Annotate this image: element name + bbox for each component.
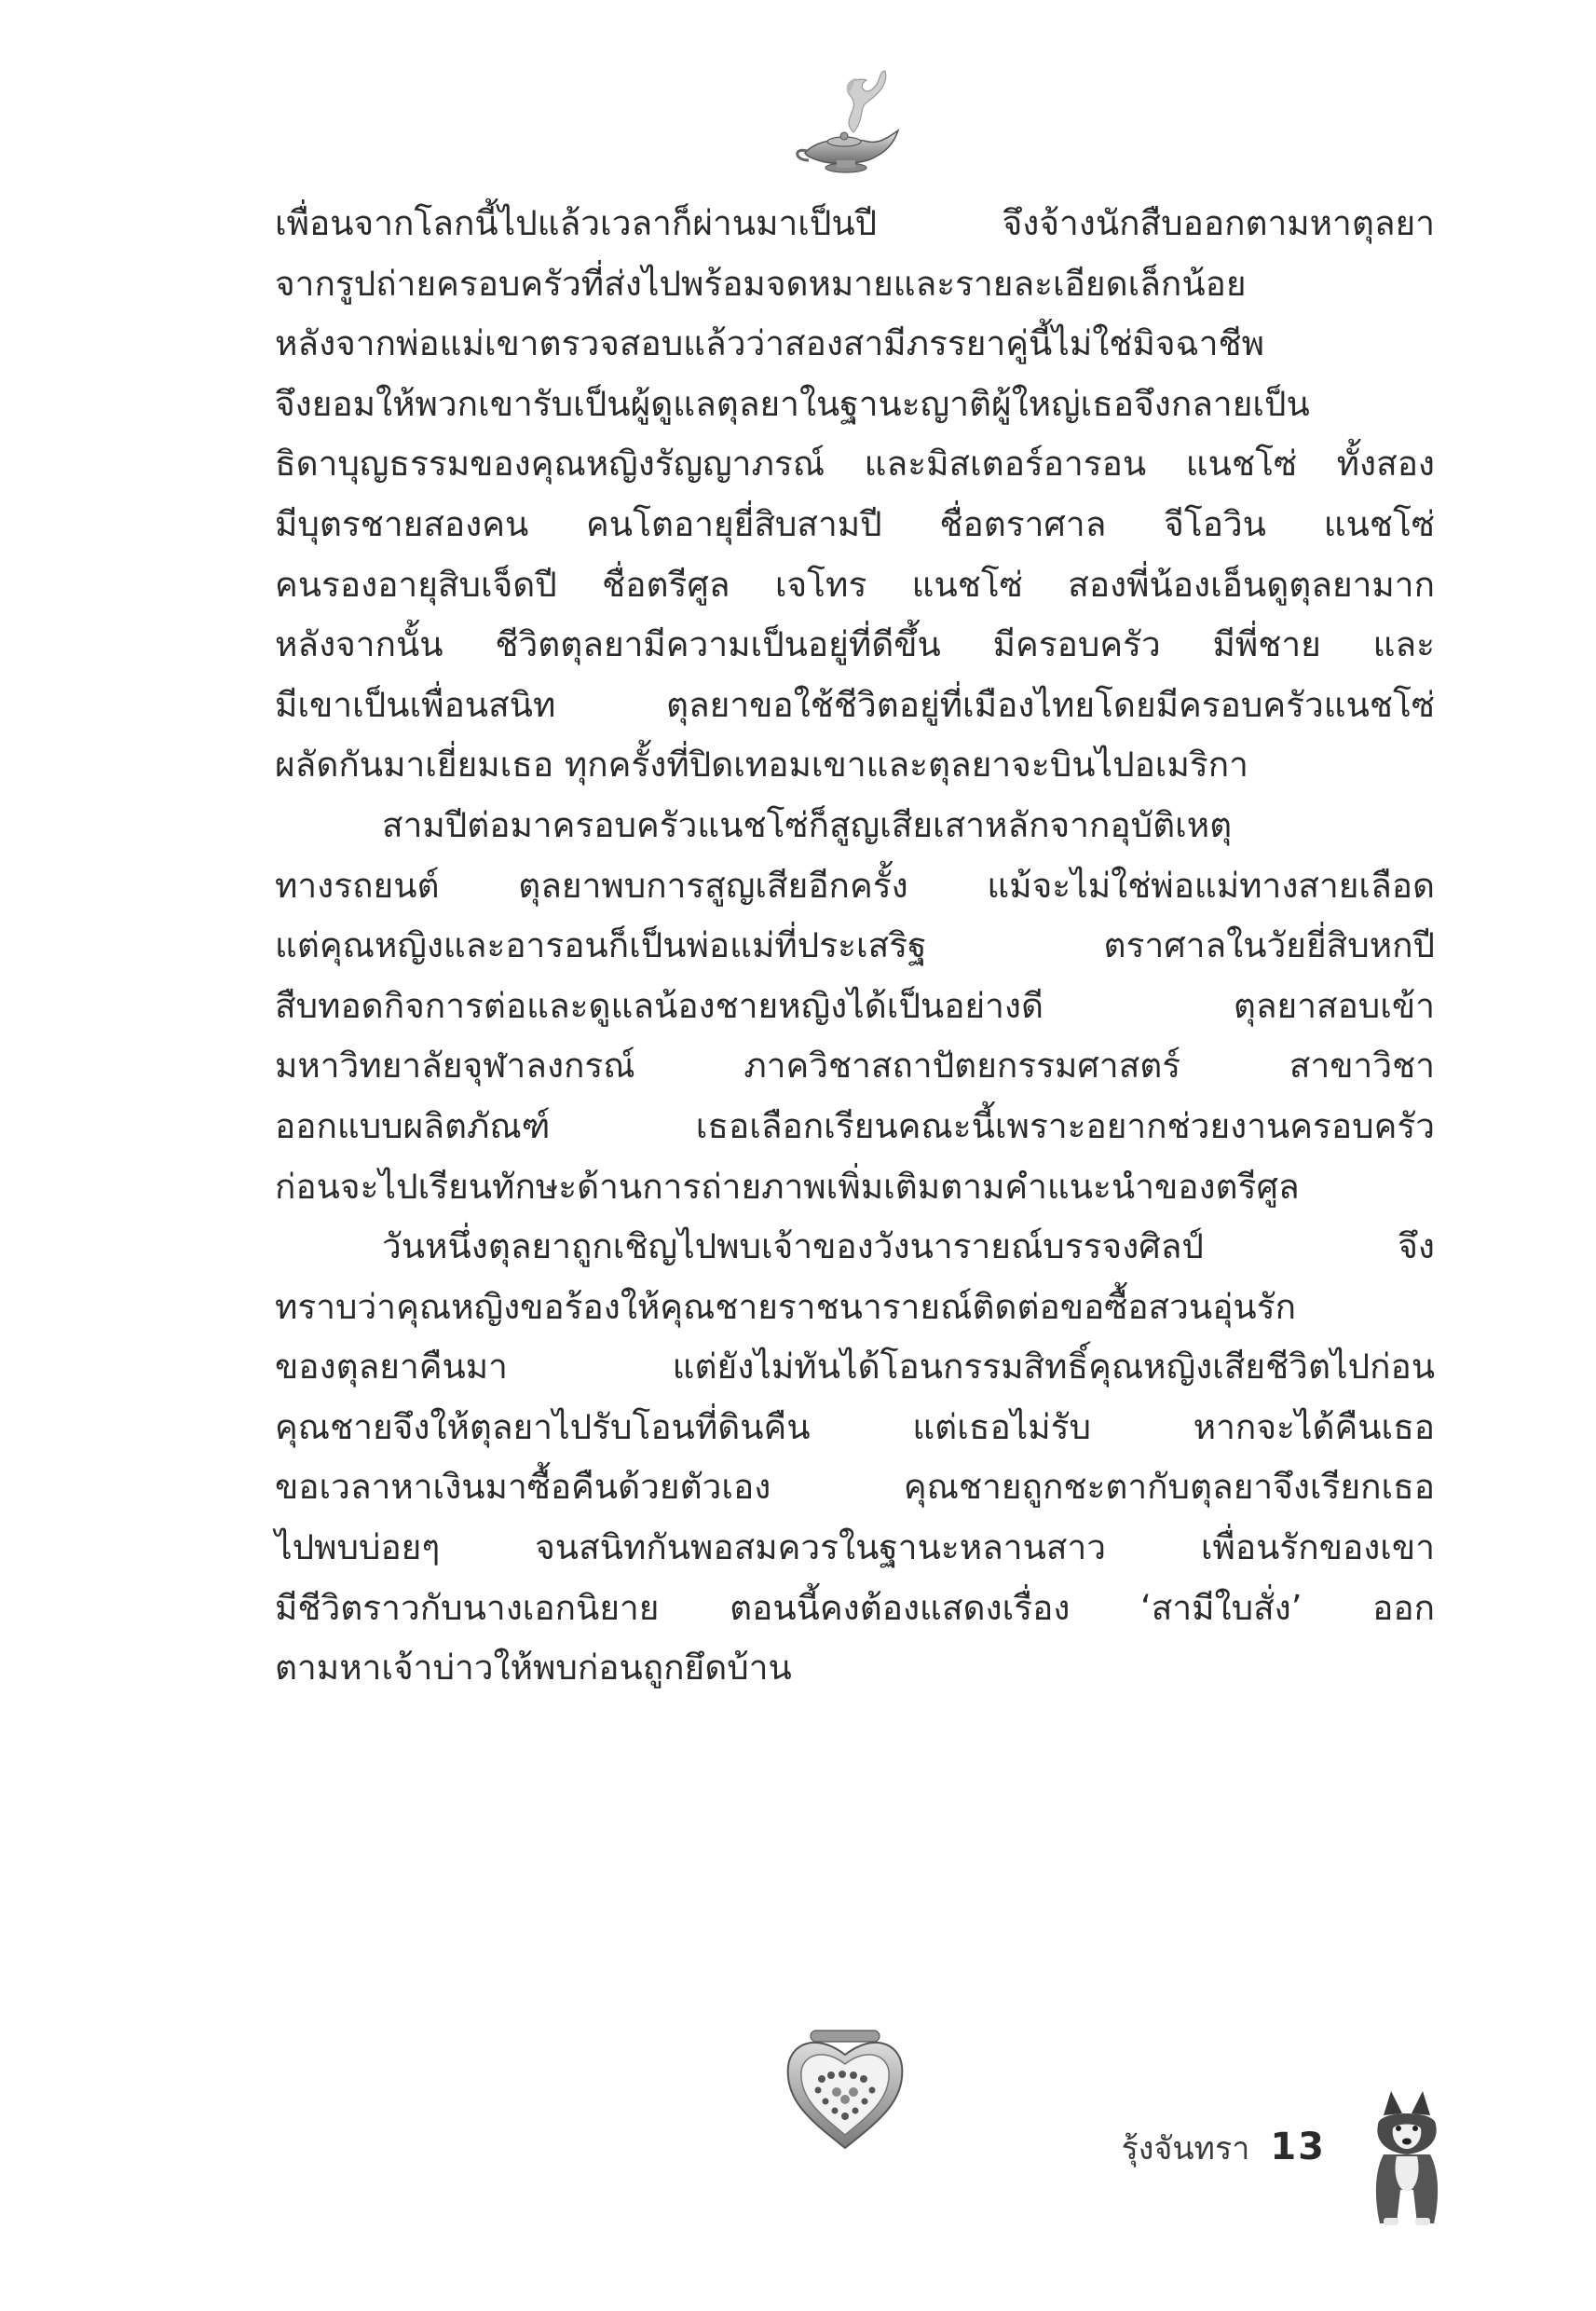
text-line: มีชีวิตราวกับนางเอกนิยาย ตอนนี้คงต้องแสดงเรื่อง ‘สามีใบสั่ง’ ออก (275, 1587, 1435, 1628)
book-title: รุ้งจันทรา (1121, 2130, 1250, 2167)
text-line: คนรองอายุสิบเจ็ดปี ชื่อตรีศูล เจโทร แนชโซ่ สองพี่น้องเอ็นดูตุลยามาก (275, 564, 1435, 605)
text-line: มหาวิทยาลัยจุฬาลงกรณ์ ภาควิชาสถาปัตยกรรมศาสตร์ สาขาวิชา (275, 1046, 1435, 1087)
text-line: ของตุลยาคืนมา แต่ยังไม่ทันได้โอนกรรมสิทธิ์คุณหญิงเสียชีวิตไปก่อน (275, 1347, 1435, 1388)
text-line: มีเขาเป็นเพื่อนสนิท ตุลยาขอใช้ชีวิตอยู่ที่เมืองไทยโดยมีครอบครัวแนชโซ่ (275, 684, 1435, 725)
text-line: หลังจากพ่อแม่เขาตรวจสอบแล้วว่าสองสามีภรรยาคู่นี้ไม่ใช่มิจฉาชีพ (275, 323, 1265, 364)
page-footer (1122, 2123, 1326, 2173)
text-line: สืบทอดกิจการต่อและดูแลน้องชายหญิงได้เป็นอย่างดี ตุลยาสอบเข้า (275, 985, 1435, 1026)
text-line: จึงยอมให้พวกเขารับเป็นผู้ดูแลตุลยาในฐานะญาติผู้ใหญ่เธอจึงกลายเป็น (275, 383, 1310, 424)
text-line: มีบุตรชายสองคน คนโตอายุยี่สิบสามปี ชื่อตราศาล จีโอวิน แนชโซ่ (275, 503, 1435, 544)
text-line: จากรูปถ่ายครอบครัวที่ส่งไปพร้อมจดหมายและรายละเอียดเล็กน้อย (275, 263, 1247, 304)
page-number: 13 (1270, 2126, 1326, 2168)
text-line: คุณชายจึงให้ตุลยาไปรับโอนที่ดินคืน แต่เธอไม่รับ หากจะได้คืนเธอ (275, 1406, 1435, 1447)
text-line: ทางรถยนต์ ตุลยาพบการสูญเสียอีกครั้ง แม้จะไม่ใช่พ่อแม่ทางสายเลือด (275, 865, 1435, 906)
genie-lamp-icon (788, 67, 909, 188)
text-line-paragraph-start: วันหนึ่งตุลยาถูกเชิญไปพบเจ้าของวังนารายณ์บรรจงศิลป์ จึง (382, 1226, 1435, 1267)
text-line: ทราบว่าคุณหญิงขอร้องให้คุณชายราชนารายณ์ติดต่อขอซื้อสวนอุ่นรัก (275, 1286, 1296, 1327)
body-text (275, 194, 1435, 1699)
text-line: เพื่อนจากโลกนี้ไปแล้วเวลาก็ผ่านมาเป็นปี จึงจ้างนักสืบออกตามหาตุลยา (275, 203, 1435, 243)
text-line: ก่อนจะไปเรียนทักษะด้านการถ่ายภาพเพิ่มเติมตามคำแนะนำของตรีศูล (275, 1166, 1300, 1207)
text-line: หลังจากนั้น ชีวิตตุลยามีความเป็นอยู่ที่ดีขึ้น มีครอบครัว มีพี่ชาย และ (275, 624, 1435, 665)
text-line: แต่คุณหญิงและอารอนก็เป็นพ่อแม่ที่ประเสริฐ ตราศาลในวัยยี่สิบหกปี (275, 925, 1435, 966)
husky-dog-icon (1356, 2087, 1458, 2227)
text-line: ตามหาเจ้าบ่าวให้พบก่อนถูกยึดบ้าน (275, 1648, 792, 1689)
heart-jewelry-box-icon (775, 2017, 915, 2157)
text-line: ไปพบบ่อยๆ จนสนิทกันพอสมควรในฐานะหลานสาว เพื่อนรักของเขา (275, 1527, 1435, 1568)
text-line: ผลัดกันมาเยี่ยมเธอ ทุกครั้งที่ปิดเทอมเขาและตุลยาจะบินไปอเมริกา (275, 745, 1248, 786)
text-line-paragraph-start: สามปีต่อมาครอบครัวแนชโซ่ก็สูญเสียเสาหลักจากอุบัติเหตุ (382, 804, 1233, 845)
text-line: ออกแบบผลิตภัณฑ์ เธอเลือกเรียนคณะนี้เพราะอยากช่วยงานครอบครัว (275, 1105, 1435, 1146)
text-line: ธิดาบุญธรรมของคุณหญิงรัญญาภรณ์ และมิสเตอร์อารอน แนชโซ่ ทั้งสอง (275, 444, 1435, 485)
text-line: ขอเวลาหาเงินมาซื้อคืนด้วยตัวเอง คุณชายถูกชะตากับตุลยาจึงเรียกเธอ (275, 1467, 1435, 1508)
